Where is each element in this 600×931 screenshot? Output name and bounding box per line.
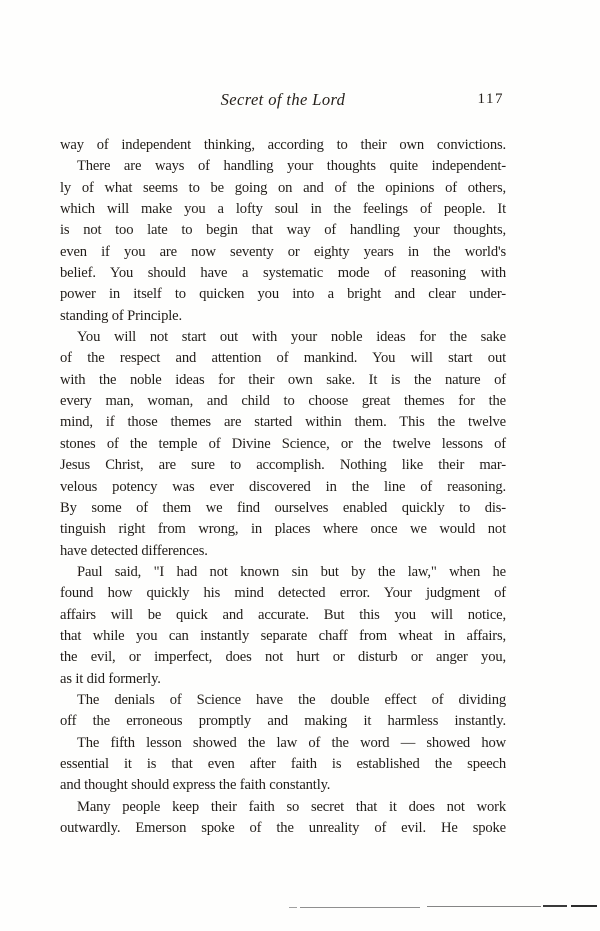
text-line: that while you can instantly separate chaff from wheat in affairs, xyxy=(60,627,506,644)
scan-artifact-segment xyxy=(300,907,420,908)
text-line: Jesus Christ, are sure to accomplish. Nothing like their mar- xyxy=(60,457,506,474)
paragraph xyxy=(60,733,506,797)
text-line: affairs will be quick and accurate. But this you will notice, xyxy=(60,606,506,623)
text-line: as it did formerly. xyxy=(60,670,161,687)
text-line: is not too late to begin that way of handling your thoughts, xyxy=(60,222,506,239)
scan-artifact-segment xyxy=(427,906,541,907)
text-line: found how quickly his mind detected error. Your judgment of xyxy=(60,585,506,602)
text-line: There are ways of handling your thoughts quite independent- xyxy=(77,158,506,175)
scan-artifact-segment xyxy=(543,905,567,907)
text-line: stones of the temple of Divine Science, or the twelve lessons of xyxy=(60,435,506,452)
text-line: even if you are now seventy or eighty years in the world's xyxy=(60,243,506,260)
text-line: and thought should express the faith constantly. xyxy=(60,777,331,794)
paragraph xyxy=(60,327,506,562)
text-line: have detected differences. xyxy=(60,542,208,559)
text-line: which will make you a lofty soul in the feelings of people. It xyxy=(60,201,506,218)
text-line: every man, woman, and child to choose great themes for the xyxy=(60,393,506,410)
paragraph xyxy=(60,690,506,733)
paragraph xyxy=(60,797,506,840)
text-line: essential it is that even after faith is established the speech xyxy=(60,755,506,772)
text-line: The fifth lesson showed the law of the word — showed how xyxy=(77,734,506,751)
text-line: You will not start out with your noble ideas for the sake xyxy=(77,329,506,346)
scan-artifact-segment xyxy=(289,907,297,908)
running-header xyxy=(60,90,506,112)
text-line: of the respect and attention of mankind. You will start out xyxy=(60,350,506,367)
text-line: way of independent thinking, according to their own convictions. xyxy=(60,137,506,153)
page-number: 117 xyxy=(477,91,504,107)
text-line: velous potency was ever discovered in the line of reasoning. xyxy=(60,478,506,495)
text-line: power in itself to quicken you into a bright and clear under- xyxy=(60,286,506,303)
text-line: Paul said, "I had not known sin but by the law," when he xyxy=(77,563,506,580)
text-line: The denials of Science have the double effect of dividing xyxy=(77,691,506,708)
text-line: belief. You should have a systematic mode of reasoning with xyxy=(60,265,506,282)
scan-artifact-segment xyxy=(571,905,597,907)
text-line: tinguish right from wrong, in places where once we would not xyxy=(60,521,506,538)
paragraph xyxy=(60,156,506,327)
text-line: mind, if those themes are started within them. This the twelve xyxy=(60,414,506,431)
body-text xyxy=(60,135,506,839)
text-line: the evil, or imperfect, does not hurt or disturb or anger you, xyxy=(60,649,506,666)
paragraph xyxy=(60,562,506,690)
text-line: standing of Principle. xyxy=(60,307,182,324)
text-line: with the noble ideas for their own sake. It is the nature of xyxy=(60,371,506,388)
text-line: outwardly. Emerson spoke of the unreality of evil. He spoke xyxy=(60,820,506,836)
text-line: ly of what seems to be going on and of the opinions of others, xyxy=(60,179,506,196)
running-title: Secret of the Lord xyxy=(220,90,346,109)
text-line: Many people keep their faith so secret that it does not work xyxy=(77,798,506,815)
paragraph xyxy=(60,135,506,156)
text-line: By some of them we find ourselves enabled quickly to dis- xyxy=(60,499,506,516)
text-line: off the erroneous promptly and making it harmless instantly. xyxy=(60,713,506,730)
